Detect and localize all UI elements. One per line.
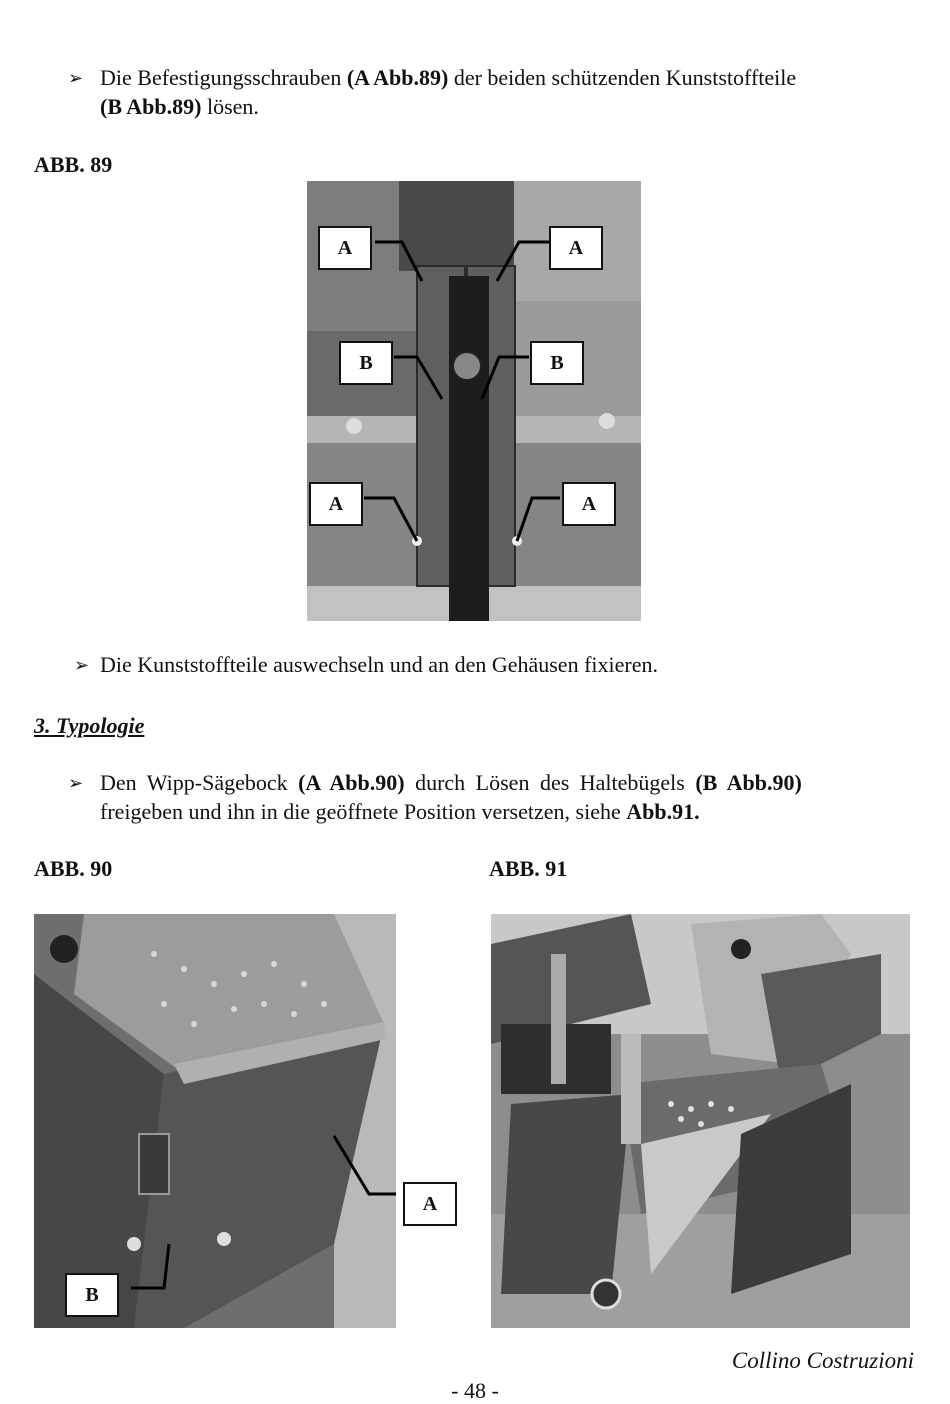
- instruction-paragraph-1: [100, 63, 915, 121]
- sawhorse-open-illustration: [491, 914, 910, 1328]
- paragraph-line: [100, 797, 915, 826]
- reference-b: (B Abb.89): [100, 94, 202, 119]
- callout-b: B: [530, 341, 584, 385]
- text: Die Befestigungsschrauben: [100, 65, 347, 90]
- reference-a: (A Abb.90): [298, 770, 405, 795]
- instruction-paragraph-3: [100, 768, 915, 826]
- company-name: Collino Costruzioni: [731, 1348, 914, 1373]
- reference-figure: Abb.91.: [626, 799, 700, 824]
- text: durch Lösen des Haltebügels: [404, 770, 696, 795]
- paragraph-line: [100, 768, 915, 797]
- text: Den Wipp-Sägebock: [100, 770, 299, 795]
- reference-a: (A Abb.89): [346, 65, 449, 90]
- callout-a: A: [403, 1182, 457, 1226]
- figure-90-photo: [34, 914, 396, 1328]
- bullet-icon: ➢: [68, 68, 84, 88]
- callout-a: A: [309, 482, 363, 526]
- figure-90-label: ABB. 90: [34, 856, 113, 881]
- text: freigeben und ihn in die geöffnete Position versetzen, siehe: [100, 799, 627, 824]
- callout-a: A: [549, 226, 603, 270]
- section-heading-text: 3. Typologie: [34, 713, 145, 738]
- page-number: - 48 -: [451, 1378, 499, 1403]
- text: lösen.: [201, 94, 259, 119]
- figure-91-photo: [491, 914, 910, 1328]
- instruction-paragraph-2: Die Kunststoffteile auswechseln und an den Gehäusen fixieren.: [100, 652, 658, 677]
- bullet-icon: ➢: [68, 773, 84, 793]
- text: der beiden schützenden Kunststoffteile: [448, 65, 797, 90]
- callout-b: B: [339, 341, 393, 385]
- reference-b: (B Abb.90): [695, 770, 802, 795]
- callout-b: B: [65, 1273, 119, 1317]
- section-heading: [34, 711, 144, 740]
- figure-91-label: ABB. 91: [489, 856, 568, 881]
- figure-89-label: ABB. 89: [34, 152, 113, 177]
- bullet-icon: ➢: [74, 655, 90, 675]
- callout-a: A: [318, 226, 372, 270]
- sawhorse-closed-illustration: [34, 914, 396, 1328]
- callout-a: A: [562, 482, 616, 526]
